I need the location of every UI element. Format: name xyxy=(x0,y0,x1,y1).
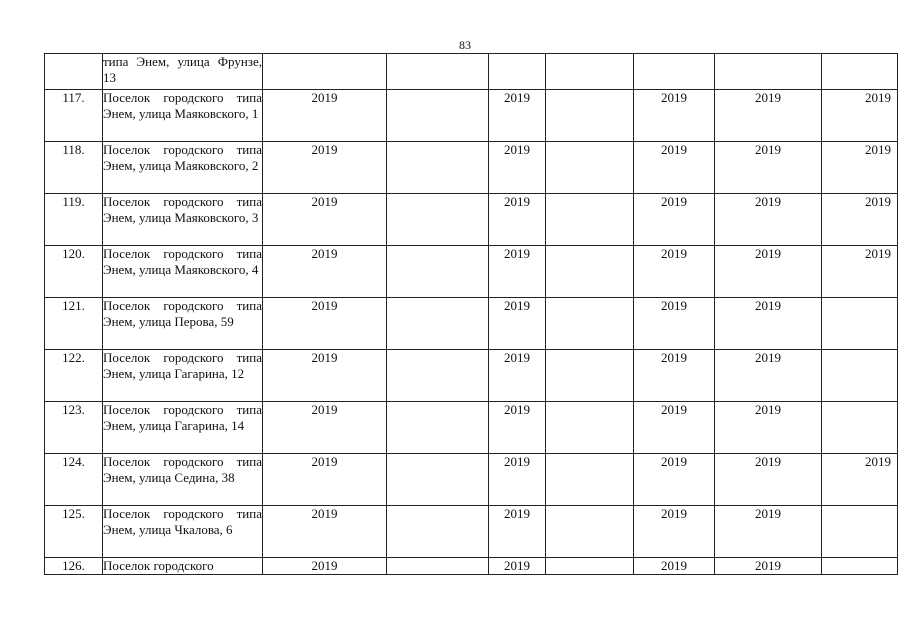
year-cell: 2019 xyxy=(263,454,387,506)
address-cell: Поселок городского типа Энем, улица Маяковского, 2 xyxy=(103,142,263,194)
table-row xyxy=(45,454,898,506)
year-cell xyxy=(546,90,634,142)
table-row xyxy=(45,194,898,246)
year-cell xyxy=(387,454,489,506)
year-cell xyxy=(546,142,634,194)
year-cell: 2019 xyxy=(822,194,898,246)
year-cell: 2019 xyxy=(263,298,387,350)
table-row xyxy=(45,350,898,402)
year-cell: 2019 xyxy=(489,402,546,454)
year-cell: 2019 xyxy=(263,558,387,575)
year-cell xyxy=(546,402,634,454)
table-row xyxy=(45,298,898,350)
table-row xyxy=(45,90,898,142)
year-cell xyxy=(387,350,489,402)
year-cell xyxy=(715,54,822,90)
row-number: 122. xyxy=(45,350,103,402)
year-cell xyxy=(822,558,898,575)
table-row xyxy=(45,142,898,194)
year-cell: 2019 xyxy=(634,402,715,454)
schedule-table xyxy=(44,53,898,575)
table-row xyxy=(45,246,898,298)
year-cell: 2019 xyxy=(715,506,822,558)
row-number: 126. xyxy=(45,558,103,575)
year-cell: 2019 xyxy=(634,558,715,575)
year-cell xyxy=(546,194,634,246)
year-cell: 2019 xyxy=(715,246,822,298)
year-cell: 2019 xyxy=(489,298,546,350)
table-row xyxy=(45,558,898,575)
year-cell xyxy=(546,350,634,402)
year-cell: 2019 xyxy=(822,90,898,142)
year-cell: 2019 xyxy=(263,142,387,194)
year-cell: 2019 xyxy=(822,454,898,506)
year-cell xyxy=(387,558,489,575)
year-cell: 2019 xyxy=(263,246,387,298)
year-cell: 2019 xyxy=(489,246,546,298)
year-cell: 2019 xyxy=(263,506,387,558)
year-cell: 2019 xyxy=(634,90,715,142)
year-cell: 2019 xyxy=(634,298,715,350)
year-cell xyxy=(387,402,489,454)
year-cell: 2019 xyxy=(634,454,715,506)
year-cell xyxy=(546,298,634,350)
year-cell xyxy=(387,506,489,558)
year-cell xyxy=(387,298,489,350)
year-cell: 2019 xyxy=(489,350,546,402)
year-cell: 2019 xyxy=(634,246,715,298)
row-number: 125. xyxy=(45,506,103,558)
year-cell: 2019 xyxy=(715,350,822,402)
page-number: 83 xyxy=(459,38,471,52)
address-cell: Поселок городского типа Энем, улица Чкалова, 6 xyxy=(103,506,263,558)
year-cell: 2019 xyxy=(263,402,387,454)
year-cell: 2019 xyxy=(715,558,822,575)
year-cell: 2019 xyxy=(263,194,387,246)
year-cell xyxy=(822,506,898,558)
table-body xyxy=(45,54,898,575)
year-cell: 2019 xyxy=(489,90,546,142)
year-cell xyxy=(387,194,489,246)
year-cell xyxy=(489,54,546,90)
year-cell xyxy=(263,54,387,90)
address-cell: Поселок городского типа Энем, улица Седина, 38 xyxy=(103,454,263,506)
year-cell: 2019 xyxy=(715,298,822,350)
year-cell xyxy=(387,246,489,298)
year-cell: 2019 xyxy=(634,142,715,194)
row-number: 117. xyxy=(45,90,103,142)
table-row xyxy=(45,54,898,90)
address-cell: Поселок городского типа Энем, улица Маяковского, 4 xyxy=(103,246,263,298)
year-cell: 2019 xyxy=(822,246,898,298)
year-cell: 2019 xyxy=(715,142,822,194)
year-cell: 2019 xyxy=(715,194,822,246)
address-cell: Поселок городского типа Энем, улица Маяковского, 3 xyxy=(103,194,263,246)
year-cell: 2019 xyxy=(634,350,715,402)
year-cell xyxy=(546,558,634,575)
row-number: 118. xyxy=(45,142,103,194)
year-cell: 2019 xyxy=(489,558,546,575)
year-cell: 2019 xyxy=(715,90,822,142)
year-cell xyxy=(822,402,898,454)
year-cell: 2019 xyxy=(489,142,546,194)
year-cell: 2019 xyxy=(634,506,715,558)
year-cell: 2019 xyxy=(489,194,546,246)
year-cell xyxy=(634,54,715,90)
year-cell: 2019 xyxy=(489,454,546,506)
table-row xyxy=(45,506,898,558)
year-cell xyxy=(387,54,489,90)
year-cell xyxy=(546,506,634,558)
year-cell: 2019 xyxy=(634,194,715,246)
year-cell xyxy=(822,298,898,350)
year-cell: 2019 xyxy=(263,90,387,142)
table-row xyxy=(45,402,898,454)
row-number: 119. xyxy=(45,194,103,246)
address-cell: Поселок городского типа Энем, улица Гагарина, 14 xyxy=(103,402,263,454)
row-number xyxy=(45,54,103,90)
address-cell: Поселок городского типа Энем, улица Перова, 59 xyxy=(103,298,263,350)
year-cell: 2019 xyxy=(715,454,822,506)
year-cell xyxy=(822,54,898,90)
address-cell: типа Энем, улица Фрунзе, 13 xyxy=(103,54,263,90)
year-cell xyxy=(546,54,634,90)
year-cell: 2019 xyxy=(489,506,546,558)
year-cell xyxy=(822,350,898,402)
year-cell: 2019 xyxy=(715,402,822,454)
address-cell: Поселок городского типа Энем, улица Маяковского, 1 xyxy=(103,90,263,142)
year-cell: 2019 xyxy=(263,350,387,402)
year-cell xyxy=(546,454,634,506)
row-number: 121. xyxy=(45,298,103,350)
year-cell xyxy=(546,246,634,298)
year-cell xyxy=(387,90,489,142)
row-number: 123. xyxy=(45,402,103,454)
row-number: 124. xyxy=(45,454,103,506)
year-cell xyxy=(387,142,489,194)
address-cell: Поселок городского типа Энем, улица Гагарина, 12 xyxy=(103,350,263,402)
row-number: 120. xyxy=(45,246,103,298)
address-cell: Поселок городского xyxy=(103,558,263,575)
year-cell: 2019 xyxy=(822,142,898,194)
